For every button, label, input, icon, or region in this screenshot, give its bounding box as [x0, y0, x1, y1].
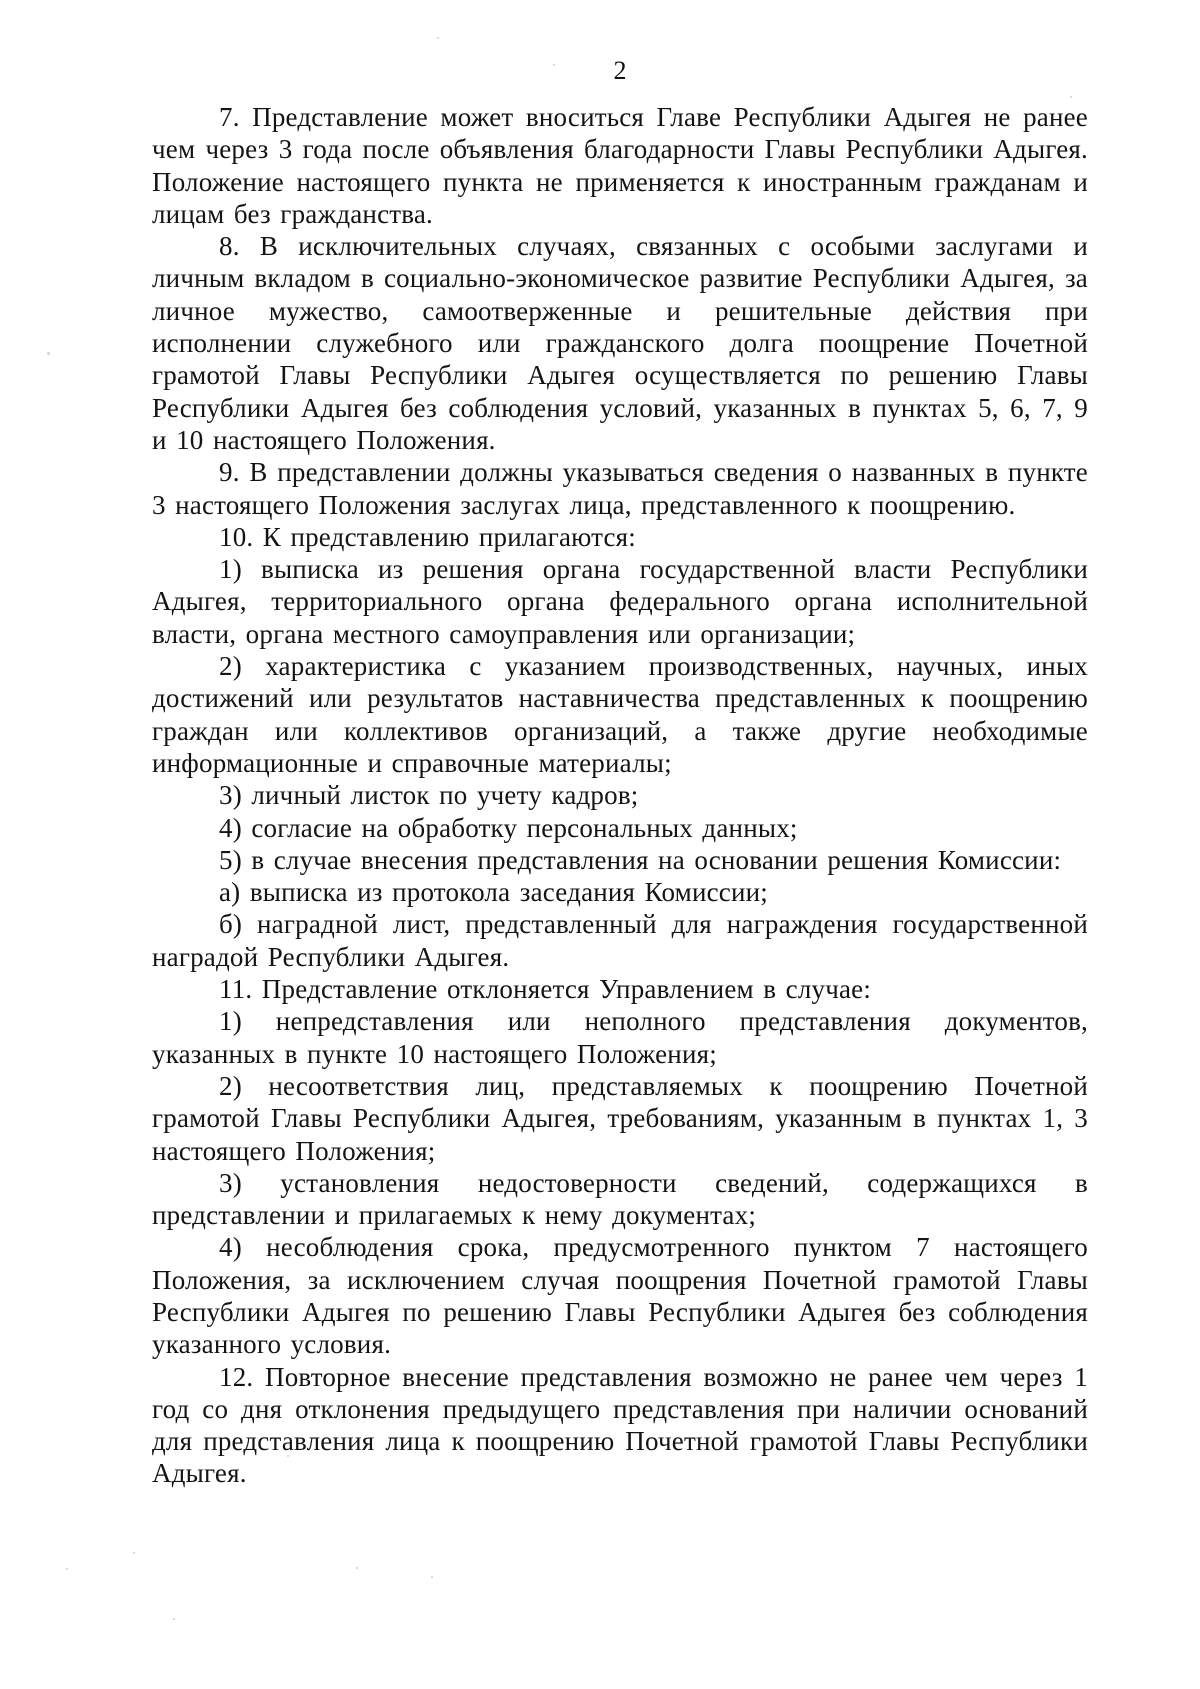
para-10-sub-4: 4) согласие на обработку персональных данных; [219, 812, 798, 843]
scan-speck [553, 64, 555, 66]
scan-speck [356, 1567, 358, 1569]
para-10-sub-5b: б) наградной лист, представленный для награждения государственной наградой Республики Адыгея. [152, 909, 1088, 972]
scan-speck [431, 1576, 433, 1578]
para-10: 10. К представлению прилагаются: [219, 521, 637, 552]
para-11: 11. Представление отклоняется Управлением в случае: [219, 974, 872, 1005]
scan-speck [173, 1618, 175, 1620]
para-10-sub-2: 2) характеристика с указанием производственных, научных, иных достижений или результатов наставничества представленных к поощрению граждан или коллективов организаций, а также другие необходимые информационные и справочные материалы; [152, 651, 1088, 778]
scan-speck [437, 37, 439, 39]
para-10-sub-3: 3) личный листок по учету кадров; [219, 780, 639, 811]
scan-speck [1070, 96, 1072, 98]
document-body [152, 101, 1088, 1490]
para-7: 7. Представление может вноситься Главе Республики Адыгея не ранее чем через 3 года после объявления благодарности Главы Республики Адыгея. Положение настоящего пункта не применяется к иностранным гражданам и лицам без гражданства. [152, 102, 1088, 229]
para-12: 12. Повторное внесение представления возможно не ранее чем через 1 год со дня отклонения предыдущего представления при наличии оснований для представления лица к поощрению Почетной грамотой Главы Республики Адыгея. [152, 1361, 1088, 1489]
para-11-sub-2: 2) несоответствия лиц, представляемых к поощрению Почетной грамотой Главы Республики Адыгея, требованиям, указанным в пунктах 1, 3 настоящего Положения; [152, 1070, 1088, 1166]
scan-speck [133, 1552, 135, 1554]
para-11-sub-4: 4) несоблюдения срока, предусмотренного пунктом 7 настоящего Положения, за исключением случая поощрения Почетной грамотой Главы Республики Адыгея по решению Главы Республики Адыгея без соблюдения указанного условия. [152, 1232, 1088, 1360]
para-10-sub-5: 5) в случае внесения представления на основании решения Комиссии: [219, 844, 1062, 875]
para-11-sub-3: 3) установления недостоверности сведений, содержащихся в представлении и прилагаемых к нему документах; [152, 1167, 1088, 1231]
scan-speck [47, 352, 50, 355]
para-9: 9. В представлении должны указываться сведения о названных в пункте 3 настоящего Положения заслугах лица, представленного к поощрению. [152, 457, 1088, 520]
scan-speck [66, 1568, 68, 1570]
para-11-sub-1: 1) непредставления или неполного представления документов, указанных в пункте 10 настоящего Положения; [152, 1006, 1088, 1069]
scan-speck [287, 1455, 289, 1457]
para-8: 8. В исключительных случаях, связанных с особыми заслугами и личным вкладом в социально-экономическое развитие Республики Адыгея, за личное мужество, самоотверженные и решительные действия при исполнении служебного или гражданского долга поощрение Почетной грамотой Главы Республики Адыгея осуществляется по решению Главы Республики Адыгея без соблюдения условий, указанных в пунктах 5, 6, 7, 9 и 10 настоящего Положения. [152, 231, 1088, 455]
para-10-sub-5a: а) выписка из протокола заседания Комиссии; [219, 877, 768, 908]
para-10-sub-1: 1) выписка из решения органа государственной власти Республики Адыгея, территориального органа федерального органа исполнительной власти, органа местного самоуправления или организации; [152, 554, 1088, 649]
page-number: 2 [613, 56, 627, 85]
